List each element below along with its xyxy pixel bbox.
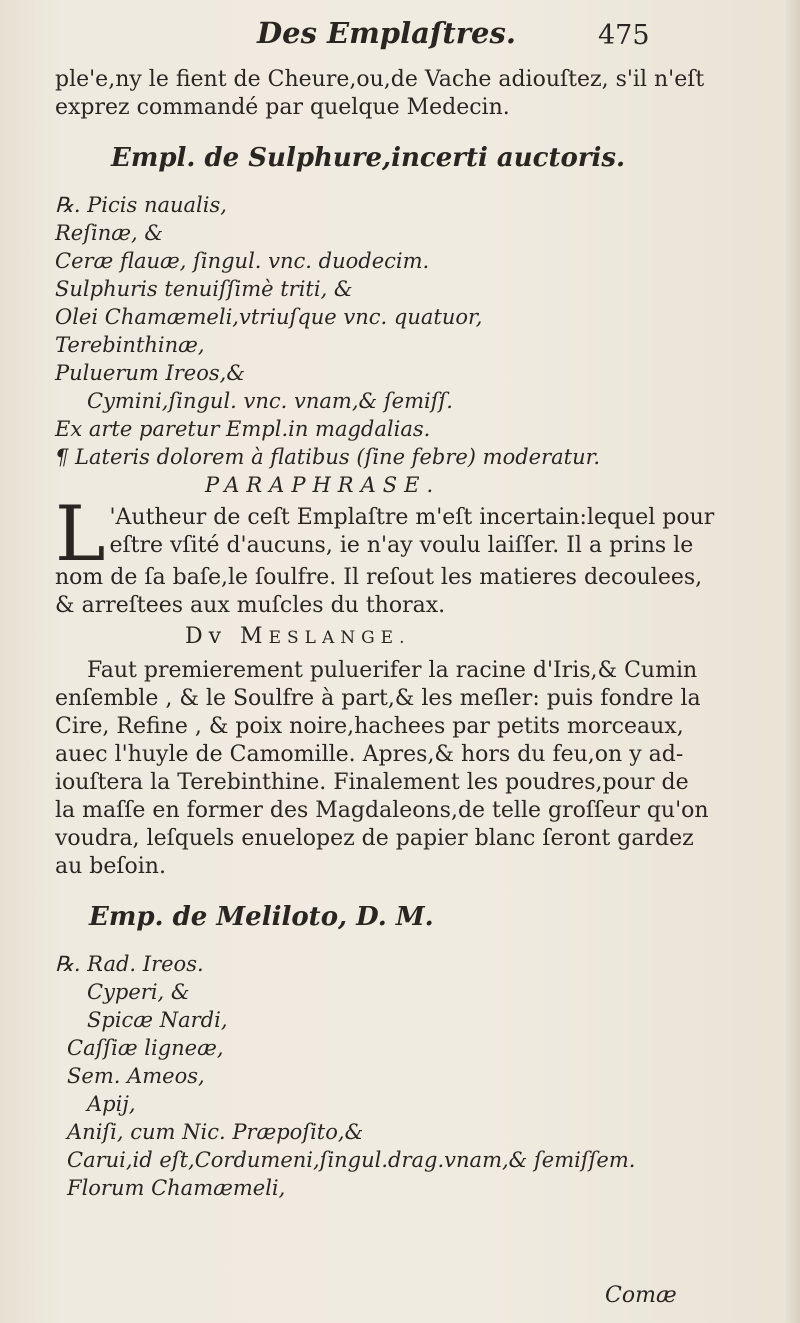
paraphrase-line: eſtre vſité d'aucuns, ie n'ay voulu laiſſer. Il a prins le [109, 533, 694, 558]
recipe-line: Terebinthinæ, [55, 333, 205, 357]
meslange-line: iouſtera la Terebinthine. Finalement les poudres,pour de [55, 770, 689, 795]
drop-cap: L [55, 489, 106, 578]
meslange-line: Faut premierement puluerifer la racine d'Iris,& Cumin [87, 658, 698, 683]
catchword: Comæ [605, 1283, 677, 1308]
recipe-line: ℞. Picis naualis, [55, 193, 227, 217]
recipe-line: Carui,id eſt,Cordumeni,ſingul.drag.vnam,& ſemiſſem. [67, 1148, 636, 1172]
paraphrase-line: nom de ſa baſe,le ſoulfre. Il reſout les matieres decoulees, [55, 565, 703, 590]
intro-paragraph [55, 66, 745, 122]
recipe-line: Ex arte paretur Empl.in magdalias. [55, 417, 431, 441]
running-title: Des Emplaſtres. [257, 16, 516, 50]
recipe-line: Sem. Ameos, [67, 1064, 205, 1088]
recipe-line: Caſſiæ ligneæ, [67, 1036, 224, 1060]
recipe-line: Aniſi, cum Nic. Præpoſito,& [67, 1120, 364, 1144]
recipe-line: Cyperi, & [87, 980, 190, 1004]
paraphrase-line: & arreſtees aux muſcles du thorax. [55, 593, 446, 618]
page-number: 475 [598, 20, 650, 51]
paraphrase-paragraph [55, 489, 745, 620]
recipe-line: Apij, [87, 1092, 136, 1116]
recipe-line: Puluerum Ireos,& [55, 361, 246, 385]
recipe-line: Spicæ Nardi, [87, 1008, 228, 1032]
recipe-line: Cymini,ſingul. vnc. vnam,& ſemiſſ. [87, 389, 453, 413]
recipe-line: Sulphuris tenuiſſimè triti, & [55, 277, 353, 301]
meslange-heading-prefix: Dv M [185, 624, 269, 649]
meslange-line: au beſoin. [55, 854, 166, 879]
recipe-title-meliloto: Emp. de Meliloto, D. M. [89, 902, 434, 932]
recipe-line: Reſinæ, & [55, 221, 164, 245]
meslange-line: enſemble , & le Soulfre à part,& les meſler: puis fondre la [55, 686, 701, 711]
intro-line: ple'e,ny le fient de Cheure,ou,de Vache adiouſtez, s'il n'eſt [55, 67, 705, 92]
recipe-line: ¶ Lateris dolorem à flatibus (ſine febre) moderatur. [55, 445, 601, 469]
recipe-line: Ceræ flauæ, ſingul. vnc. duodecim. [55, 249, 430, 273]
paraphrase-line: 'Autheur de ceſt Emplaſtre m'eſt incertain:lequel pour [109, 505, 715, 530]
meslange-line: la maſſe en former des Magdaleons,de telle groſſeur qu'on [55, 798, 709, 823]
page-header [0, 16, 800, 60]
meslange-line: Cire, Refine , & poix noire,hachees par petits morceaux, [55, 714, 684, 739]
meslange-line: voudra, leſquels enuelopez de papier blanc ſeront gardez [55, 826, 694, 851]
page-edge [786, 0, 800, 1323]
meslange-line: auec l'huyle de Camomille. Apres,& hors du feu,on y ad- [55, 742, 684, 767]
recipe-line: Olei Chamæmeli,vtriuſque vnc. quatuor, [55, 305, 483, 329]
recipe-line: ℞. Rad. Ireos. [55, 952, 204, 976]
meslange-paragraph [55, 657, 745, 881]
recipe-meliloto [55, 950, 745, 1202]
recipe-line: Florum Chamæmeli, [67, 1176, 286, 1200]
recipe-title-sulphure: Empl. de Sulphure,incerti auctoris. [111, 143, 626, 173]
page-body [55, 66, 745, 1202]
meslange-heading [185, 624, 745, 651]
paraphrase-heading: PARAPHRASE. [205, 473, 441, 497]
recipe-sulphure [55, 191, 745, 471]
meslange-heading-rest: ESLANGE. [268, 628, 411, 648]
intro-line: exprez commandé par quelque Medecin. [55, 95, 510, 120]
